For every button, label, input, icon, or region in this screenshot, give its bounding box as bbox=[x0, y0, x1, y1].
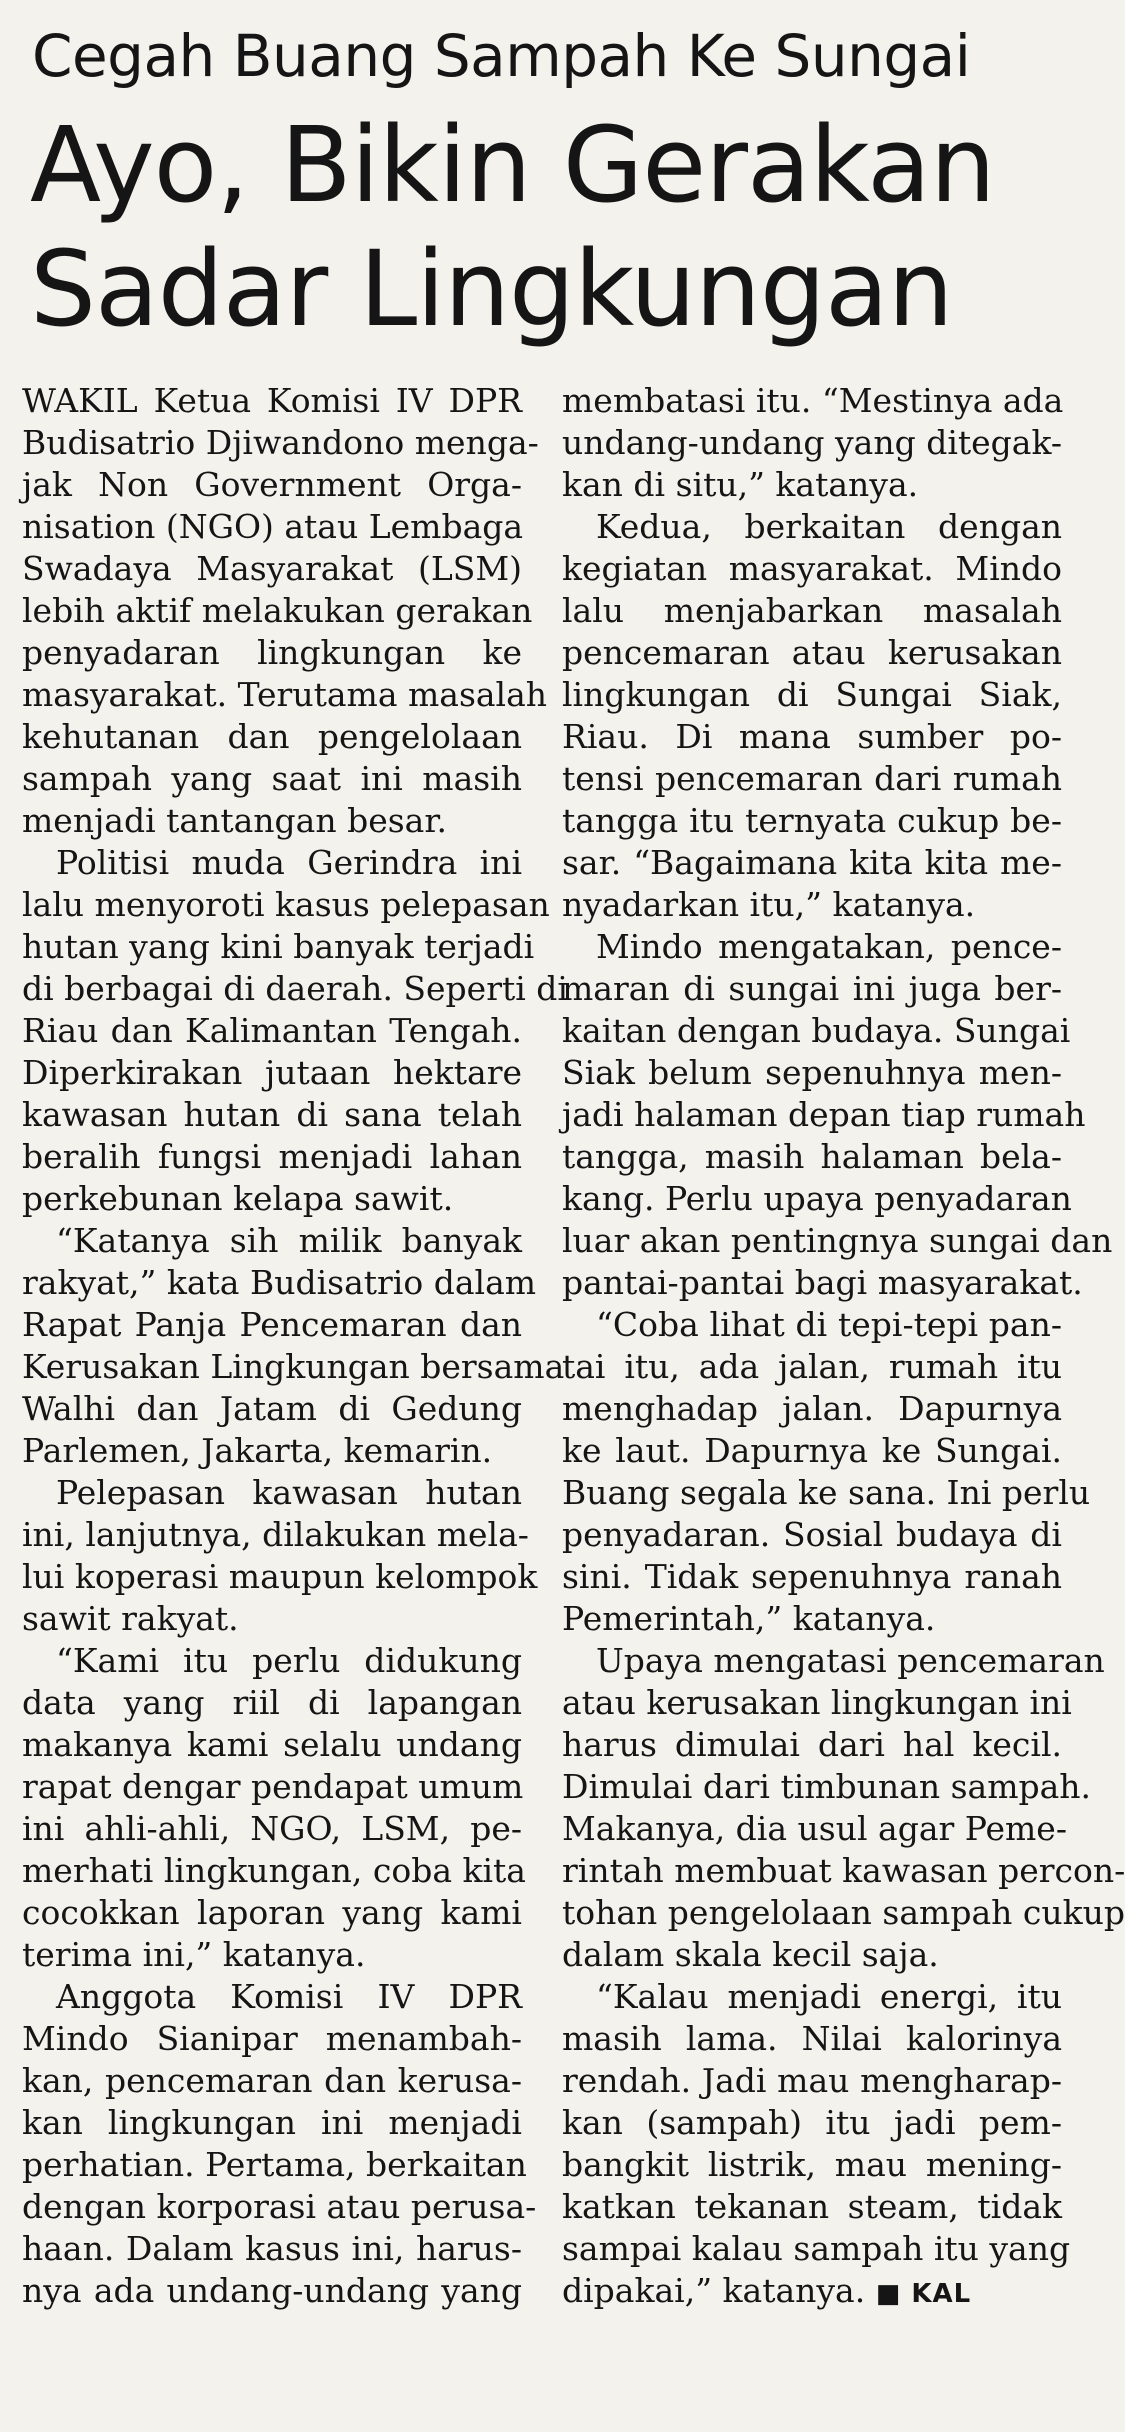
article-text: lebih aktif melakukan gerakan bbox=[22, 591, 533, 630]
article-text: perkebunan kelapa sawit. bbox=[22, 1179, 454, 1218]
article-text: bangkit listrik, mau mening- bbox=[562, 2145, 1062, 2184]
article-text-line bbox=[562, 1220, 1113, 1262]
article-text: menghadap jalan. Dapurnya bbox=[562, 1389, 1062, 1428]
article-text: Parlemen, Jakarta, kemarin. bbox=[22, 1431, 493, 1470]
article-text-line bbox=[562, 1430, 1062, 1472]
article-text-line bbox=[22, 1220, 522, 1262]
article-text: luar akan pentingnya sungai dan bbox=[562, 1221, 1113, 1260]
article-text-line bbox=[22, 1094, 522, 1136]
article-text-line bbox=[562, 1094, 1086, 1136]
article-text: Rapat Panja Pencemaran dan bbox=[22, 1305, 522, 1344]
headline bbox=[30, 103, 1075, 351]
article-text: cocokkan laporan yang kami bbox=[22, 1893, 522, 1932]
article-text-line bbox=[562, 1976, 1062, 2018]
article-text: lalu menjabarkan masalah bbox=[562, 591, 1062, 630]
article-text-line bbox=[22, 926, 535, 968]
article-text: “Kami itu perlu didukung bbox=[56, 1641, 522, 1680]
article-text-line bbox=[22, 1346, 565, 1388]
article-text: kan (sampah) itu jadi pem- bbox=[562, 2103, 1062, 2142]
article-text: penyadaran lingkungan ke bbox=[22, 633, 522, 672]
article-text: data yang riil di lapangan bbox=[22, 1683, 522, 1722]
article-text: perhatian. Pertama, berkaitan bbox=[22, 2145, 527, 2184]
article-text: “Katanya sih milik banyak bbox=[56, 1221, 522, 1260]
article-text-line bbox=[22, 1850, 526, 1892]
article-text-line bbox=[22, 1472, 522, 1514]
article-text-line bbox=[22, 464, 522, 506]
article-text: kehutanan dan pengelolaan bbox=[22, 717, 522, 756]
article-text: Kerusakan Lingkungan bersama bbox=[22, 1347, 565, 1386]
article-text-line bbox=[562, 2270, 1062, 2312]
article-text: Politisi muda Gerindra ini bbox=[56, 843, 522, 882]
article-text: Kedua, berkaitan dengan bbox=[596, 507, 1062, 546]
article-text: nisation (NGO) atau Lembaga bbox=[22, 507, 524, 546]
article-text: Buang segala ke sana. Ini perlu bbox=[562, 1473, 1091, 1512]
article-text-line bbox=[22, 548, 522, 590]
article-text-line bbox=[562, 1808, 1067, 1850]
article-text: kan di situ,” katanya. bbox=[562, 465, 919, 504]
article-text-line bbox=[22, 1682, 522, 1724]
article-text: sampah yang saat ini masih bbox=[22, 759, 522, 798]
article-text: ini, lanjutnya, dilakukan mela- bbox=[22, 1515, 529, 1554]
article-text: Budisatrio Djiwandono menga- bbox=[22, 423, 539, 462]
article-text-line bbox=[22, 506, 522, 548]
article-text-line bbox=[22, 716, 522, 758]
article-text: tohan pengelolaan sampah cukup bbox=[562, 1893, 1125, 1932]
article-text: Riau. Di mana sumber po- bbox=[562, 717, 1062, 756]
article-text-line bbox=[562, 842, 1062, 884]
article-text-line bbox=[22, 2144, 527, 2186]
article-text: dipakai,” katanya. bbox=[562, 2271, 866, 2310]
article-text: Riau dan Kalimantan Tengah. bbox=[22, 1011, 522, 1050]
article-text-line bbox=[22, 884, 550, 926]
article-text-line bbox=[562, 1178, 1072, 1220]
article-text: Siak belum sepenuhnya men- bbox=[562, 1053, 1062, 1092]
article-text: menjadi tantangan besar. bbox=[22, 801, 447, 840]
article-text: Mindo Sianipar menambah- bbox=[22, 2019, 522, 2058]
article-text: WAKIL Ketua Komisi IV DPR bbox=[22, 381, 522, 420]
article-text: beralih fungsi menjadi lahan bbox=[22, 1137, 522, 1176]
article-text-line bbox=[22, 1808, 522, 1850]
article-text: lalu menyoroti kasus pelepasan bbox=[22, 885, 550, 924]
article-text-line bbox=[22, 1388, 522, 1430]
article-text: penyadaran. Sosial budaya di bbox=[562, 1515, 1062, 1554]
article-text: Diperkirakan jutaan hektare bbox=[22, 1053, 522, 1092]
article-text-line bbox=[562, 380, 1062, 422]
article-text-line bbox=[22, 1766, 522, 1808]
article-text-line bbox=[562, 1262, 1083, 1304]
article-text-line bbox=[562, 506, 1062, 548]
article-text-line bbox=[22, 1892, 522, 1934]
article-text-line bbox=[22, 1934, 522, 1976]
article-text: undang-undang yang ditegak- bbox=[562, 423, 1063, 462]
article-text: Anggota Komisi IV DPR bbox=[56, 1977, 522, 2016]
article-text: Upaya mengatasi pencemaran bbox=[596, 1641, 1105, 1680]
article-text-line bbox=[562, 1598, 1062, 1640]
article-text-line bbox=[562, 548, 1062, 590]
article-text: tangga, masih halaman bela- bbox=[562, 1137, 1062, 1176]
article-text: lui koperasi maupun kelompok bbox=[22, 1557, 538, 1596]
article-text-line bbox=[22, 1430, 522, 1472]
article-text: makanya kami selalu undang bbox=[22, 1725, 522, 1764]
author-byline: ■ KAL bbox=[875, 2279, 972, 2309]
article-text: kegiatan masyarakat. Mindo bbox=[562, 549, 1062, 588]
article-text-line bbox=[22, 1640, 522, 1682]
article-text: kang. Perlu upaya penyadaran bbox=[562, 1179, 1072, 1218]
article-text-line bbox=[22, 2270, 522, 2312]
article-text-line bbox=[562, 674, 1062, 716]
article-text: kawasan hutan di sana telah bbox=[22, 1095, 522, 1134]
article-text-line bbox=[562, 2060, 1062, 2102]
article-text-line bbox=[22, 422, 539, 464]
article-text: sawit rakyat. bbox=[22, 1599, 239, 1638]
article-text-line bbox=[562, 590, 1062, 632]
article-text: Walhi dan Jatam di Gedung bbox=[22, 1389, 522, 1428]
article-text-line bbox=[22, 632, 522, 674]
article-text-line bbox=[562, 884, 1062, 926]
article-text-line bbox=[562, 1010, 1071, 1052]
article-text-line bbox=[22, 1976, 522, 2018]
article-text-line bbox=[562, 2018, 1062, 2060]
article-text-line bbox=[22, 758, 522, 800]
article-text-line bbox=[22, 380, 522, 422]
article-text-line bbox=[562, 1640, 1105, 1682]
article-text-line bbox=[22, 968, 568, 1010]
article-text: kan, pencemaran dan kerusa- bbox=[22, 2061, 522, 2100]
article-text: rapat dengar pendapat umum bbox=[22, 1767, 524, 1806]
article-text: membatasi itu. “Mestinya ada bbox=[562, 381, 1064, 420]
article-text: Mindo mengatakan, pence- bbox=[596, 927, 1062, 966]
article-text: hutan yang kini banyak terjadi bbox=[22, 927, 535, 966]
article-text: rendah. Jadi mau mengharap- bbox=[562, 2061, 1062, 2100]
article-text-line bbox=[562, 2186, 1062, 2228]
article-text: kan lingkungan ini menjadi bbox=[22, 2103, 522, 2142]
article-text-line bbox=[562, 716, 1062, 758]
article-text: terima ini,” katanya. bbox=[22, 1935, 366, 1974]
article-text: harus dimulai dari hal kecil. bbox=[562, 1725, 1062, 1764]
article-text: rakyat,” kata Budisatrio dalam bbox=[22, 1263, 537, 1302]
article-text: nya ada undang-undang yang bbox=[22, 2271, 522, 2310]
article-text: rintah membuat kawasan percon- bbox=[562, 1851, 1125, 1890]
article-text: “Kalau menjadi energi, itu bbox=[596, 1977, 1062, 2016]
article-text-line bbox=[562, 1388, 1062, 1430]
article-text: sampai kalau sampah itu yang bbox=[562, 2229, 1071, 2268]
article-text: atau kerusakan lingkungan ini bbox=[562, 1683, 1072, 1722]
article-text: kaitan dengan budaya. Sungai bbox=[562, 1011, 1071, 1050]
article-text-line bbox=[562, 1724, 1062, 1766]
article-text: jadi halaman depan tiap rumah bbox=[562, 1095, 1086, 1134]
article-text: maran di sungai ini juga ber- bbox=[562, 969, 1062, 1008]
article-text-line bbox=[22, 1136, 522, 1178]
article-text-line bbox=[562, 800, 1062, 842]
article-text-line bbox=[22, 1178, 522, 1220]
headline-line: Sadar Lingkungan bbox=[30, 228, 953, 350]
article-column-left bbox=[22, 380, 568, 2420]
article-column-right bbox=[562, 380, 1125, 2420]
article-text-line bbox=[22, 674, 548, 716]
article-text-line bbox=[22, 1304, 522, 1346]
article-text: lingkungan di Sungai Siak, bbox=[562, 675, 1062, 714]
article-text: pencemaran atau kerusakan bbox=[562, 633, 1062, 672]
article-text-line bbox=[22, 1052, 522, 1094]
article-text-line bbox=[562, 1892, 1125, 1934]
article-text-line bbox=[562, 1682, 1072, 1724]
article-text: tensi pencemaran dari rumah bbox=[562, 759, 1062, 798]
article-text-line bbox=[562, 1472, 1091, 1514]
article-text: ke laut. Dapurnya ke Sungai. bbox=[562, 1431, 1062, 1470]
article-text-line bbox=[562, 1934, 1062, 1976]
article-text-line bbox=[22, 1598, 522, 1640]
article-text: jak Non Government Orga- bbox=[22, 465, 522, 504]
article-text: Pemerintah,” katanya. bbox=[562, 1599, 936, 1638]
article-text: sar. “Bagaimana kita kita me- bbox=[562, 843, 1062, 882]
article-text: masyarakat. Terutama masalah bbox=[22, 675, 548, 714]
article-text: Swadaya Masyarakat (LSM) bbox=[22, 549, 522, 588]
article-text: dengan korporasi atau perusa- bbox=[22, 2187, 537, 2226]
article-text-line bbox=[22, 1262, 537, 1304]
article-text: pantai-pantai bagi masyarakat. bbox=[562, 1263, 1083, 1302]
article-text: nyadarkan itu,” katanya. bbox=[562, 885, 976, 924]
article-text-line bbox=[562, 968, 1062, 1010]
article-text-line bbox=[562, 2144, 1062, 2186]
article-text-line bbox=[22, 590, 533, 632]
article-text: Makanya, dia usul agar Peme- bbox=[562, 1809, 1067, 1848]
article-text-line bbox=[562, 1304, 1062, 1346]
article-text: “Coba lihat di tepi-tepi pan- bbox=[596, 1305, 1062, 1344]
article-text-line bbox=[562, 1556, 1062, 1598]
article-text-line bbox=[22, 1724, 522, 1766]
article-text-line bbox=[22, 1556, 538, 1598]
article-text-line bbox=[562, 2228, 1071, 2270]
article-text: Pelepasan kawasan hutan bbox=[56, 1473, 522, 1512]
article-text-line bbox=[562, 1136, 1062, 1178]
article-text-line bbox=[22, 2228, 522, 2270]
article-text: sini. Tidak sepenuhnya ranah bbox=[562, 1557, 1062, 1596]
article-text: masih lama. Nilai kalorinya bbox=[562, 2019, 1062, 2058]
article-text: di berbagai di daerah. Seperti di bbox=[22, 969, 568, 1008]
article-text: haan. Dalam kasus ini, harus- bbox=[22, 2229, 522, 2268]
article-text-line bbox=[22, 2186, 537, 2228]
article-text-line bbox=[562, 464, 1062, 506]
article-text-line bbox=[562, 2102, 1062, 2144]
article-text-line bbox=[22, 842, 522, 884]
article-text-line bbox=[562, 422, 1062, 464]
article-text: tai itu, ada jalan, rumah itu bbox=[562, 1347, 1062, 1386]
article-text: tangga itu ternyata cukup be- bbox=[562, 801, 1062, 840]
article-text: katkan tekanan steam, tidak bbox=[562, 2187, 1062, 2226]
article-text-line bbox=[562, 632, 1062, 674]
article-text-line bbox=[562, 1346, 1062, 1388]
kicker-title: Cegah Buang Sampah Ke Sungai bbox=[32, 22, 971, 90]
article-text: merhati lingkungan, coba kita bbox=[22, 1851, 526, 1890]
article-text-line bbox=[22, 2102, 522, 2144]
article-text: Dimulai dari timbunan sampah. bbox=[562, 1767, 1092, 1806]
article-text-line bbox=[562, 1766, 1092, 1808]
article-text-line bbox=[562, 1514, 1062, 1556]
article-text-line bbox=[562, 926, 1062, 968]
headline-line: Ayo, Bikin Gerakan bbox=[30, 104, 995, 226]
article-text-line bbox=[22, 800, 522, 842]
article-text-line bbox=[562, 1052, 1062, 1094]
article-text-line bbox=[22, 2060, 522, 2102]
article-text: dalam skala kecil saja. bbox=[562, 1935, 939, 1974]
article-text-line bbox=[562, 758, 1062, 800]
article-text: ini ahli-ahli, NGO, LSM, pe- bbox=[22, 1809, 522, 1848]
article-text-line bbox=[22, 1514, 529, 1556]
article-text-line bbox=[22, 2018, 522, 2060]
article-text-line bbox=[22, 1010, 522, 1052]
article-text-line bbox=[562, 1850, 1125, 1892]
